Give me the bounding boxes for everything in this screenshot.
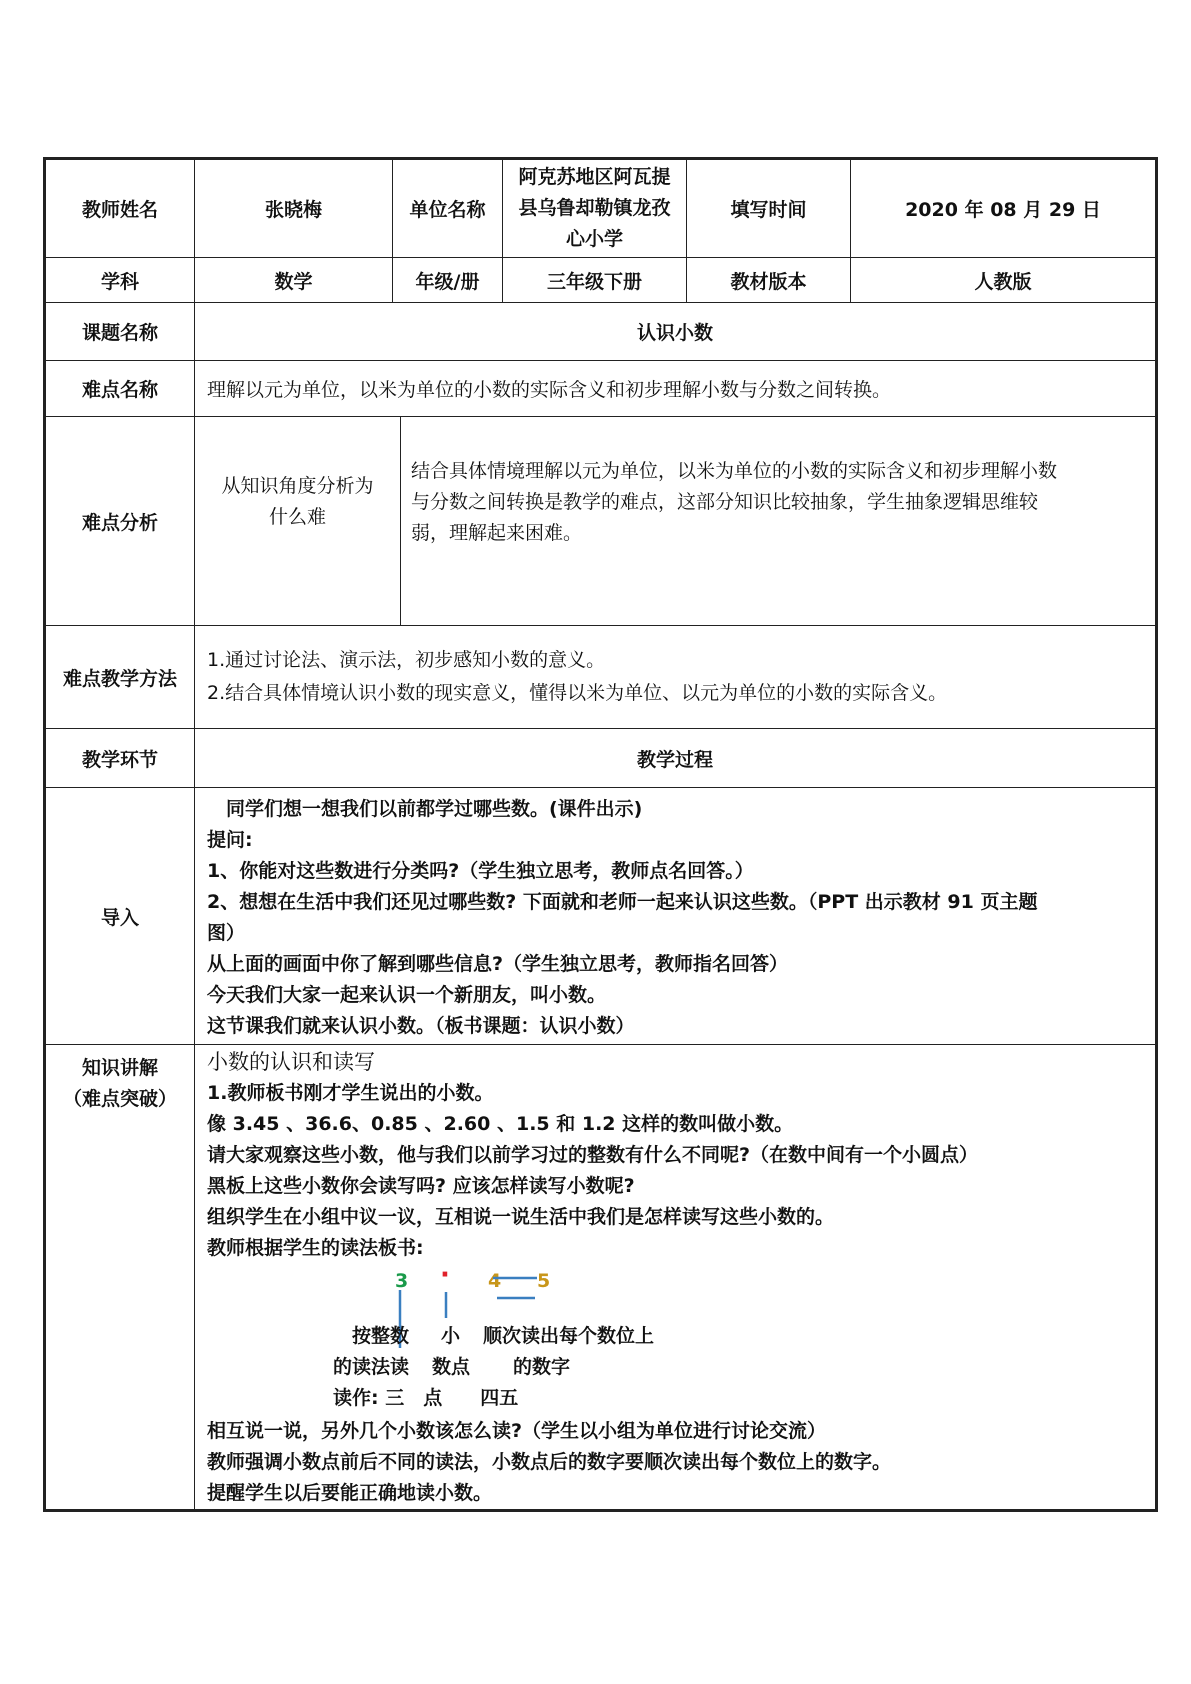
label-point-1: 小 <box>441 1325 461 1347</box>
unit-value-line: 县乌鲁却勒镇龙孜 <box>518 197 671 219</box>
header-row <box>45 159 1157 258</box>
grade-label: 年级/册 <box>393 258 503 303</box>
difficulty-value: 理解以元为单位，以米为单位的小数的实际含义和初步理解小数与分数之间转换。 <box>195 361 1157 417</box>
knowledge-row <box>45 1045 1157 1511</box>
digit-four: 4 <box>488 1270 502 1292</box>
lesson-plan-table <box>43 157 1158 1512</box>
knowledge-line: 教师强调小数点前后不同的读法，小数点后的数字要顺次读出每个数位上的数字。 <box>207 1451 892 1473</box>
teacher-value: 张晓梅 <box>195 159 393 258</box>
topic-label: 课题名称 <box>45 303 195 361</box>
analysis-text-line: 弱，理解起来困难。 <box>411 521 583 544</box>
knowledge-line: 提醒学生以后要能正确地读小数。 <box>207 1482 493 1504</box>
intro-line: 今天我们大家一起来认识一个新朋友，叫小数。 <box>207 984 607 1006</box>
intro-line: 1、你能对这些数进行分类吗?（学生独立思考，教师点名回答。） <box>207 860 754 882</box>
intro-line: 同学们想一想我们以前都学过哪些数。(课件出示) <box>207 798 643 820</box>
process-title: 教学过程 <box>195 729 1157 788</box>
subject-value: 数学 <box>195 258 393 303</box>
date-label: 填写时间 <box>687 159 851 258</box>
difficulty-row <box>45 361 1157 417</box>
intro-row <box>45 788 1157 1045</box>
intro-content <box>195 788 1157 1045</box>
decimal-reading-diagram <box>207 1260 1145 1442</box>
edition-value: 人教版 <box>851 258 1157 303</box>
topic-row <box>45 303 1157 361</box>
intro-line: 图） <box>207 922 246 944</box>
intro-line: 这节课我们就来认识小数。（板书课题：认识小数） <box>207 1015 635 1037</box>
label-point-2: 数点 <box>432 1356 471 1378</box>
method-line: 2.结合具体情境认识小数的现实意义，懂得以米为单位、以元为单位的小数的实际含义。 <box>207 682 948 704</box>
knowledge-line: 教师根据学生的读法板书: <box>207 1237 424 1259</box>
analysis-text-line: 结合具体情境理解以元为单位，以米为单位的小数的实际含义和初步理解小数 <box>411 459 1058 482</box>
knowledge-line: 黑板上这些小数你会读写吗? 应该怎样读写小数呢? <box>207 1175 635 1197</box>
grade-value: 三年级下册 <box>503 258 687 303</box>
label-integer-1: 按整数 <box>352 1325 410 1347</box>
topic-value: 认识小数 <box>195 303 1157 361</box>
analysis-sub-label <box>195 417 401 625</box>
digit-three: 3 <box>395 1270 409 1292</box>
label-decimal-1: 顺次读出每个数位上 <box>483 1325 655 1347</box>
analysis-label: 难点分析 <box>45 417 195 626</box>
knowledge-label <box>45 1045 195 1511</box>
intro-line: 提问: <box>207 829 253 851</box>
knowledge-label-line: （难点突破） <box>62 1088 177 1110</box>
subject-label: 学科 <box>45 258 195 303</box>
digit-five: 5 <box>537 1270 551 1292</box>
method-row <box>45 626 1157 729</box>
method-line: 1.通过讨论法、演示法，初步感知小数的意义。 <box>207 649 606 671</box>
process-header-row <box>45 729 1157 788</box>
analysis-sub-line: 什么难 <box>268 506 326 528</box>
analysis-cell <box>195 417 1157 626</box>
knowledge-line: 组织学生在小组中议一议，互相说一说生活中我们是怎样读写这些小数的。 <box>207 1206 835 1228</box>
decimal-point: · <box>440 1260 450 1290</box>
knowledge-line: 1.教师板书刚才学生说出的小数。 <box>207 1082 494 1104</box>
method-text <box>195 626 1157 729</box>
subject-row <box>45 258 1157 303</box>
method-label: 难点教学方法 <box>45 626 195 729</box>
knowledge-line: 请大家观察这些小数，他与我们以前学习过的整数有什么不同呢?（在数中间有一个小圆点） <box>207 1144 979 1166</box>
difficulty-label: 难点名称 <box>45 361 195 417</box>
analysis-inner <box>195 417 1155 625</box>
edition-label: 教材版本 <box>687 258 851 303</box>
label-integer-2: 的读法读 <box>333 1356 410 1378</box>
unit-value-line: 心小学 <box>565 228 623 250</box>
intro-line: 从上面的画面中你了解到哪些信息?（学生独立思考，教师指名回答） <box>207 953 789 975</box>
knowledge-label-line: 知识讲解 <box>81 1057 158 1079</box>
intro-line: 2、想想在生活中我们还见过哪些数? 下面就和老师一起来认识这些数。（PPT 出示教材 91 页主题 <box>207 891 1038 913</box>
unit-value <box>503 159 687 258</box>
knowledge-title: 小数的认识和读写 <box>207 1050 375 1074</box>
label-decimal-2: 的数字 <box>513 1356 571 1378</box>
reading-result: 读作: 三 点 四五 <box>333 1387 519 1409</box>
unit-value-line: 阿克苏地区阿瓦提 <box>518 166 671 188</box>
knowledge-line: 像 3.45 、36.6、0.85 、2.60 、1.5 和 1.2 这样的数叫做小数。 <box>207 1113 794 1135</box>
analysis-text-line: 与分数之间转换是教学的难点，这部分知识比较抽象，学生抽象逻辑思维较 <box>411 490 1039 513</box>
analysis-sub-line: 从知识角度分析为 <box>221 475 374 497</box>
date-value: 2020 年 08 月 29 日 <box>851 159 1157 258</box>
knowledge-line: 相互说一说，另外几个小数该怎么读?（学生以小组为单位进行讨论交流） <box>207 1420 827 1442</box>
teacher-label: 教师姓名 <box>45 159 195 258</box>
process-stage-label: 教学环节 <box>45 729 195 788</box>
intro-label: 导入 <box>45 788 195 1045</box>
knowledge-content <box>195 1045 1157 1511</box>
unit-label: 单位名称 <box>393 159 503 258</box>
analysis-text <box>401 417 1156 625</box>
analysis-row <box>45 417 1157 626</box>
